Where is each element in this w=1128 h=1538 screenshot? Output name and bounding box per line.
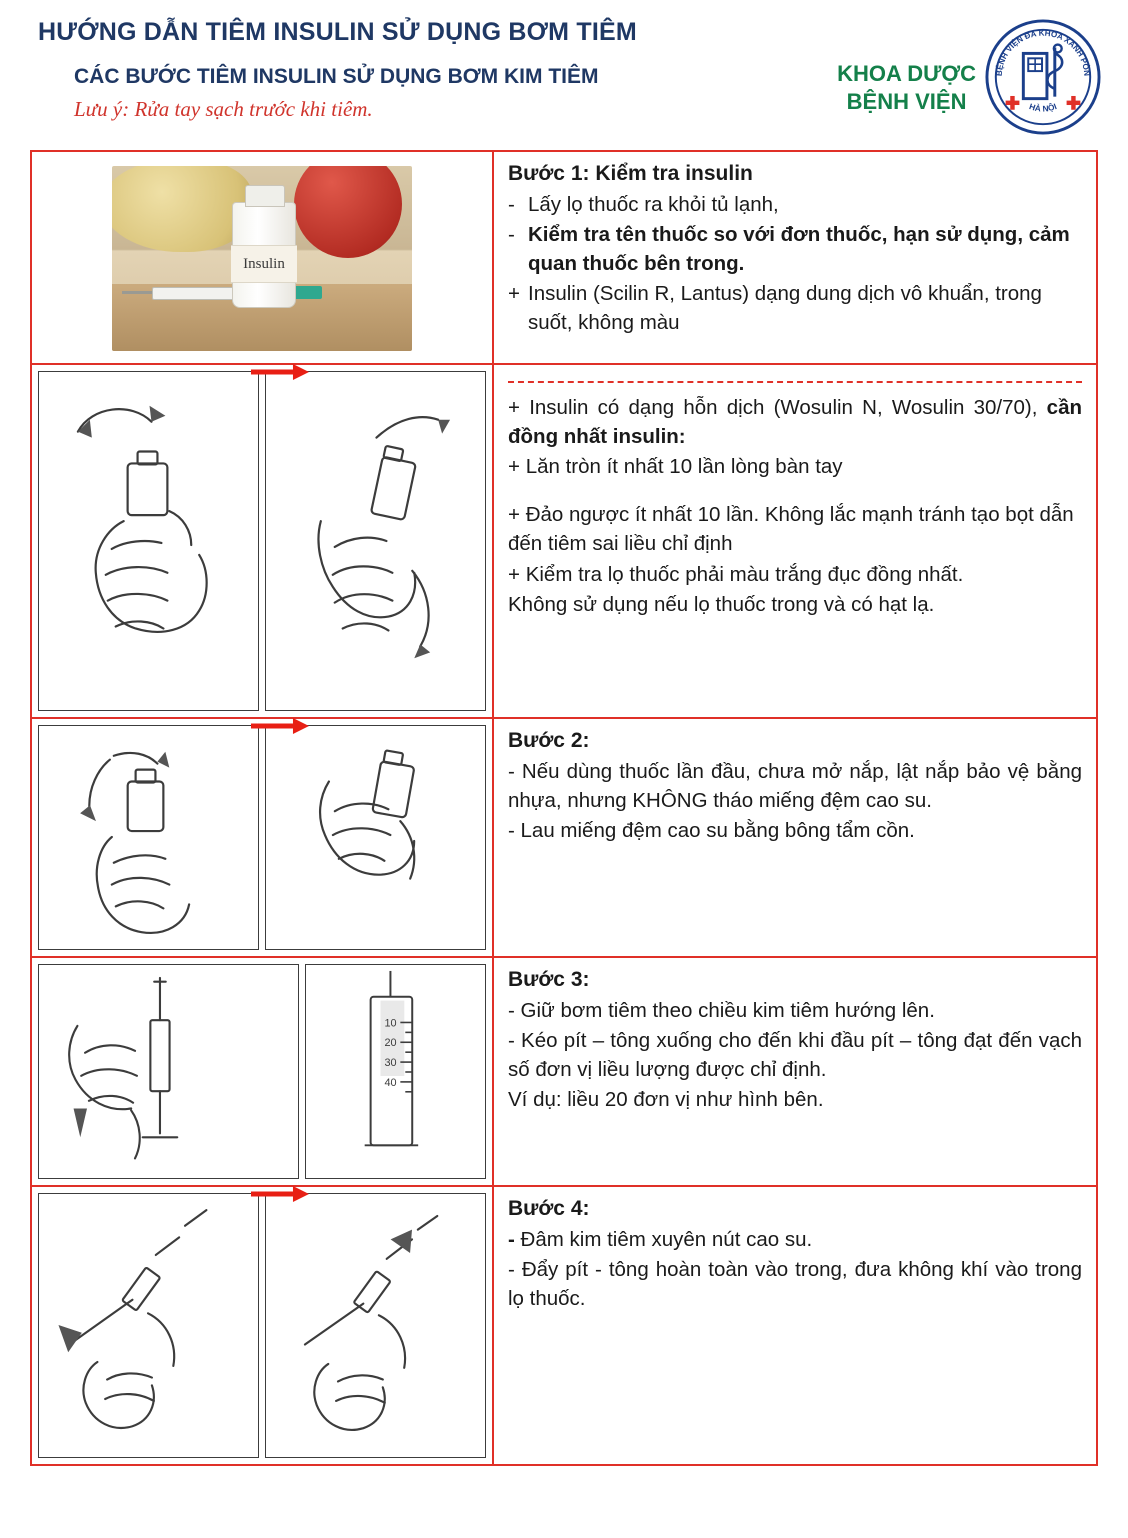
svg-text:30: 30 [384,1057,397,1070]
red-arrow-icon [248,362,467,700]
panel-push-air [265,1193,486,1458]
brand-line-1: KHOA DƯỢC [837,61,976,86]
bullet-mark: + [508,282,520,306]
bullet-text: Insulin (Scilin R, Lantus) dạng dung dịch vô khuẩn, trong suốt, không màu [528,282,1042,335]
step4-line-2 [508,1255,1082,1313]
dashed-divider [508,381,1082,383]
bullet-text: Đảo ngược ít nhất 10 lần. Không lắc mạnh tránh tạo bọt dẫn đến tiêm sai liều chỉ định [508,503,1074,556]
apple-shape [294,166,402,258]
step-title: Bước 3: [508,968,590,991]
panel-roll-vial [38,371,259,711]
step1-line-2 [508,220,1082,278]
banana-shape [112,166,252,252]
step4-line-1 [508,1225,1082,1254]
svg-text:BỆNH VIỆN ĐA KHOA XANH PÔN: BỆNH VIỆN ĐA KHOA XANH PÔN [994,28,1092,77]
instruction-table [30,150,1098,1466]
bullet-text: Nếu dùng thuốc lần đầu, chưa mở nắp, lật nắp bảo vệ bằng nhựa, nhưng KHÔNG tháo miếng đệm cao su. [508,760,1082,813]
step2-line-1 [508,757,1082,815]
vial-label: Insulin [231,245,297,283]
panel-invert-vial [265,371,486,711]
bullet-mark: + [508,455,520,479]
svg-text:20: 20 [384,1037,397,1050]
step1-image-cell [32,152,494,363]
step3-line-3: Ví dụ: liều 20 đơn vị như hình bên. [508,1088,824,1112]
vial-cap [245,185,285,207]
step1-text-cell [494,152,1096,363]
department-brand [837,60,976,115]
emphasis-text: cần đồng nhất insulin: [508,396,1082,449]
hygiene-note: Lưu ý: Rửa tay sạch trước khi tiêm. [74,97,373,121]
table-row [32,719,1096,958]
bullet-mark: - [508,1258,515,1282]
step-title: Bước 1: Kiểm tra insulin [508,162,753,185]
step4-text-cell [494,1187,1096,1464]
svg-text:40: 40 [384,1076,397,1089]
table-row [32,958,1096,1187]
panel-pull-plunger [38,964,299,1179]
svg-text:10: 10 [384,1017,397,1030]
step2-line-2 [508,816,1082,845]
bullet-text: Lăn tròn ít nhất 10 lần lòng bàn tay [525,455,843,479]
step3-line-1 [508,996,1082,1025]
bullet-mark: + [508,396,520,419]
step1-line-3 [508,279,1082,337]
bullet-text: Đẩy pít - tông hoàn toàn vào trong, đưa không khí vào trong lọ thuốc. [508,1258,1082,1311]
bullet-mark: - [508,193,515,216]
bullet-text-bold: Kiểm tra tên thuốc so với đơn thuốc, hạn sử dụng, cảm quan thuốc bên trong. [528,223,1070,276]
bullet-mark: - [508,760,515,783]
step3-text-cell [494,958,1096,1185]
bullet-mark: - [508,1029,515,1053]
step4-image-cell [32,1187,494,1464]
step-title: Bước 2: [508,729,590,752]
page-subtitle: CÁC BƯỚC TIÊM INSULIN SỬ DỤNG BƠM KIM TIÊM [74,65,599,88]
document-header [0,0,1128,150]
bullet-mark: - [508,223,515,247]
step2-image-cell [32,719,494,956]
step1b-line-5: Không sử dụng nếu lọ thuốc trong và có hạt lạ. [508,592,935,616]
step1b-line-1: + Insulin có dạng hỗn dịch (Wosulin N, Wosulin 30/70), cần đồng nhất insulin: [508,396,1082,449]
bullet-mark: - [508,1228,515,1251]
bullet-mark: + [508,503,520,527]
step3-image-cell [32,958,494,1185]
step1b-line-4 [508,560,1082,589]
table-row [32,1187,1096,1464]
brand-line-2: BỆNH VIỆN [846,88,967,114]
bullet-text: Kiểm tra lọ thuốc phải màu trắng đục đồng nhất. [525,562,964,586]
vial-shape [232,202,296,308]
panel-flip-cap [38,725,259,950]
bullet-mark: - [508,999,515,1022]
bullet-text: Kéo pít – tông xuống cho đến khi đầu pít – tông đạt đến vạch số đơn vị liều lượng được chỉ định. [508,1029,1082,1082]
svg-text:HÀ NỘI: HÀ NỘI [1028,101,1058,114]
table-row [32,365,1096,719]
step-title: Bước 4: [508,1197,590,1220]
panel-clean-septum [265,725,486,950]
hospital-logo-icon [984,18,1102,136]
bullet-text: Giữ bơm tiêm theo chiều kim tiêm hướng lên. [520,999,935,1022]
panel-syringe-scale [305,964,486,1179]
step1b-line-2 [508,452,1082,481]
step2-text-cell [494,719,1096,956]
step3-line-2 [508,1026,1082,1084]
page-title: HƯỚNG DẪN TIÊM INSULIN SỬ DỤNG BƠM TIÊM [38,18,637,46]
bullet-mark: + [508,562,520,586]
step1-line-1 [508,190,1082,219]
insulin-vial-photo [112,166,412,351]
step1b-text-cell [494,365,1096,717]
red-arrow-icon [248,1184,467,1447]
step1b-line-3 [508,500,1082,558]
bullet-mark: - [508,819,515,843]
bullet-text: Đâm kim tiêm xuyên nút cao su. [520,1228,813,1251]
bullet-text: Lấy lọ thuốc ra khỏi tủ lạnh, [528,193,779,216]
bullet-text: Lau miếng đệm cao su bằng bông tẩm cồn. [520,819,915,843]
panel-pierce-septum [38,1193,259,1458]
red-arrow-icon [248,716,467,939]
table-row [32,152,1096,365]
step1b-image-cell [32,365,494,717]
